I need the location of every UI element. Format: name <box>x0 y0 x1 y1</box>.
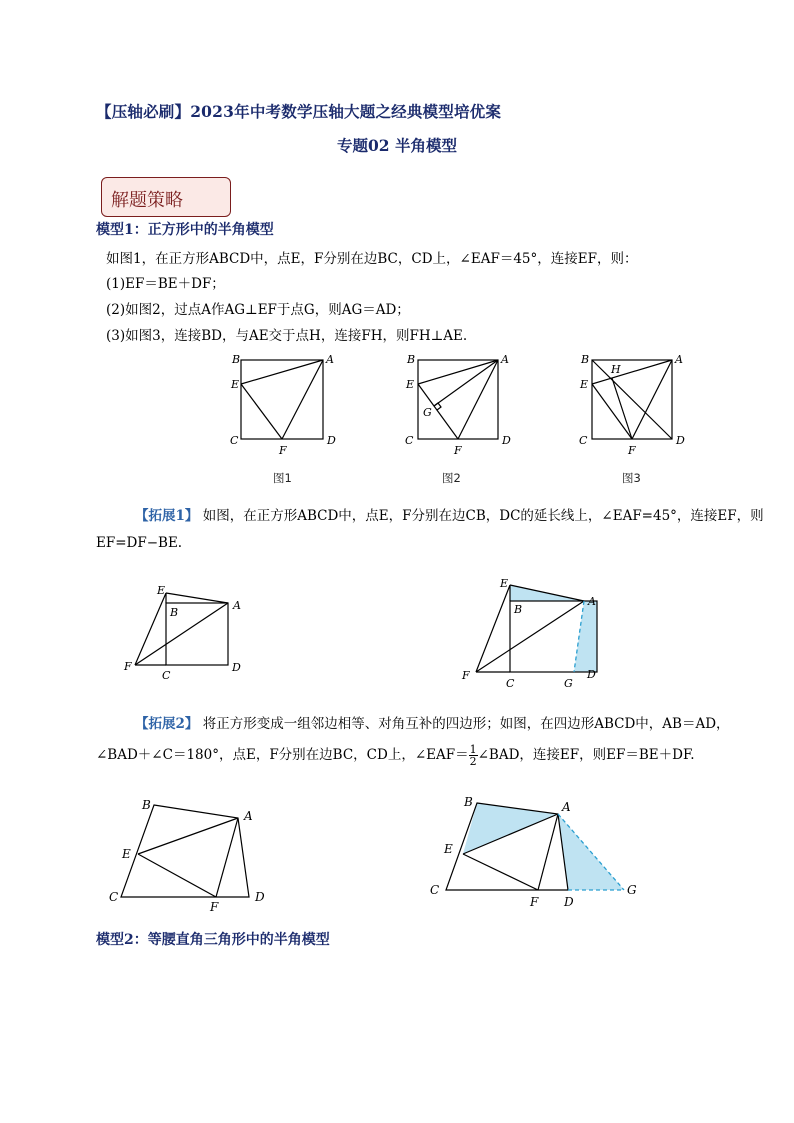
document-subtitle: 专题02 半角模型 <box>337 136 457 155</box>
extension2-figure-left <box>104 793 279 918</box>
extension2-line2-a: ∠BAD＋∠C＝180°，点E，F分别在边BC，CD上，∠EAF＝ <box>96 747 469 763</box>
ext2-left-label-B: B <box>142 798 151 812</box>
figure-1 <box>226 348 346 458</box>
ext2-left-label-F: F <box>210 900 219 914</box>
figure-1-caption: 图1 <box>273 471 292 485</box>
ext2-left-label-E: E <box>122 847 131 861</box>
fig3-label-E: E <box>580 378 589 391</box>
extension2-figure-right <box>424 793 649 918</box>
fraction-numerator: 1 <box>469 743 477 756</box>
ext1-right-label-F: F <box>462 669 470 682</box>
fig1-label-C: C <box>230 434 239 447</box>
strategy-label: 解题策略 <box>111 190 183 211</box>
ext2-right-label-F: F <box>530 895 539 909</box>
fig3-label-A: A <box>675 353 683 366</box>
fig2-label-B: B <box>407 353 416 366</box>
fig1-label-A: A <box>326 353 334 366</box>
figure-3-caption: 图3 <box>622 471 641 485</box>
ext1-right-label-C: C <box>506 677 515 690</box>
fig3-label-B: B <box>581 353 590 366</box>
extension1-figure-right <box>456 575 606 695</box>
model1-heading: 模型1：正方形中的半角模型 <box>96 222 274 238</box>
extension2-line1 <box>135 713 730 735</box>
model1-item1: (1)EF＝BE＋DF； <box>106 276 225 292</box>
ext2-left-label-C: C <box>109 890 119 904</box>
fraction-one-half <box>469 744 478 767</box>
ext1-right-label-A: A <box>588 595 596 608</box>
figure-2-caption: 图2 <box>442 471 461 485</box>
fig2-label-C: C <box>405 434 414 447</box>
fig2-label-D: D <box>502 434 511 447</box>
figure-3 <box>568 348 693 458</box>
extension1-line1 <box>135 505 764 527</box>
ext1-left-label-E: E <box>157 584 166 597</box>
fig2-label-A: A <box>501 353 509 366</box>
ext2-left-label-A: A <box>244 809 253 823</box>
extension1-tag: 【拓展1】 <box>135 508 199 524</box>
ext1-left-label-A: A <box>233 599 241 612</box>
ext1-left-label-D: D <box>232 661 241 674</box>
ext2-left-label-D: D <box>255 890 265 904</box>
fig1-label-D: D <box>327 434 336 447</box>
ext1-left-label-F: F <box>124 660 132 673</box>
extension1-figure-left <box>118 580 258 685</box>
ext2-right-label-A: A <box>562 800 571 814</box>
fig1-label-E: E <box>231 378 240 391</box>
ext1-right-label-D: D <box>587 668 596 681</box>
model1-intro: 如图1，在正方形ABCD中，点E，F分别在边BC，CD上，∠EAF＝45°，连接EF，则： <box>106 251 638 267</box>
extension2-text: 将正方形变成一组邻边相等、对角互补的四边形；如图，在四边形ABCD中，AB＝AD， <box>202 716 730 732</box>
fig3-label-F: F <box>628 444 636 457</box>
extension2-line2-b: ∠BAD，连接EF，则EF＝BE＋DF. <box>477 747 695 763</box>
extension1-text: 如图，在正方形ABCD中，点E，F分别在边CB，DC的延长线上，∠EAF=45°，连接EF，则 <box>202 508 764 524</box>
fig3-label-D: D <box>676 434 685 447</box>
fig1-label-B: B <box>232 353 241 366</box>
model1-item3: (3)如图3，连接BD，与AE交于点H，连接FH，则FH⊥AE. <box>106 328 468 344</box>
ext2-right-label-G: G <box>627 883 637 897</box>
ext1-left-label-B: B <box>170 606 179 619</box>
fig3-label-C: C <box>579 434 588 447</box>
ext2-right-label-C: C <box>430 883 440 897</box>
model1-item2: (2)如图2，过点A作AG⊥EF于点G，则AG＝AD； <box>106 302 410 318</box>
ext1-right-label-B: B <box>514 603 523 616</box>
ext1-right-label-E: E <box>500 577 509 590</box>
ext2-right-label-D: D <box>564 895 574 909</box>
model2-heading: 模型2：等腰直角三角形中的半角模型 <box>96 932 330 948</box>
fig1-label-F: F <box>279 444 287 457</box>
fig3-label-H: H <box>611 363 621 376</box>
extension2-tag: 【拓展2】 <box>135 716 199 732</box>
ext2-right-label-E: E <box>444 842 453 856</box>
ext1-left-label-C: C <box>162 669 171 682</box>
extension2-line2 <box>96 744 695 767</box>
document-title: 【压轴必刷】2023年中考数学压轴大题之经典模型培优案 <box>96 102 502 121</box>
fig2-label-E: E <box>406 378 415 391</box>
fig2-label-F: F <box>454 444 462 457</box>
fig2-label-G: G <box>423 406 432 419</box>
extension1-line2: EF=DF−BE. <box>96 535 183 551</box>
fraction-denominator: 2 <box>469 755 477 768</box>
ext2-right-label-B: B <box>464 795 473 809</box>
ext1-right-label-G: G <box>564 677 573 690</box>
figure-2 <box>396 348 516 458</box>
